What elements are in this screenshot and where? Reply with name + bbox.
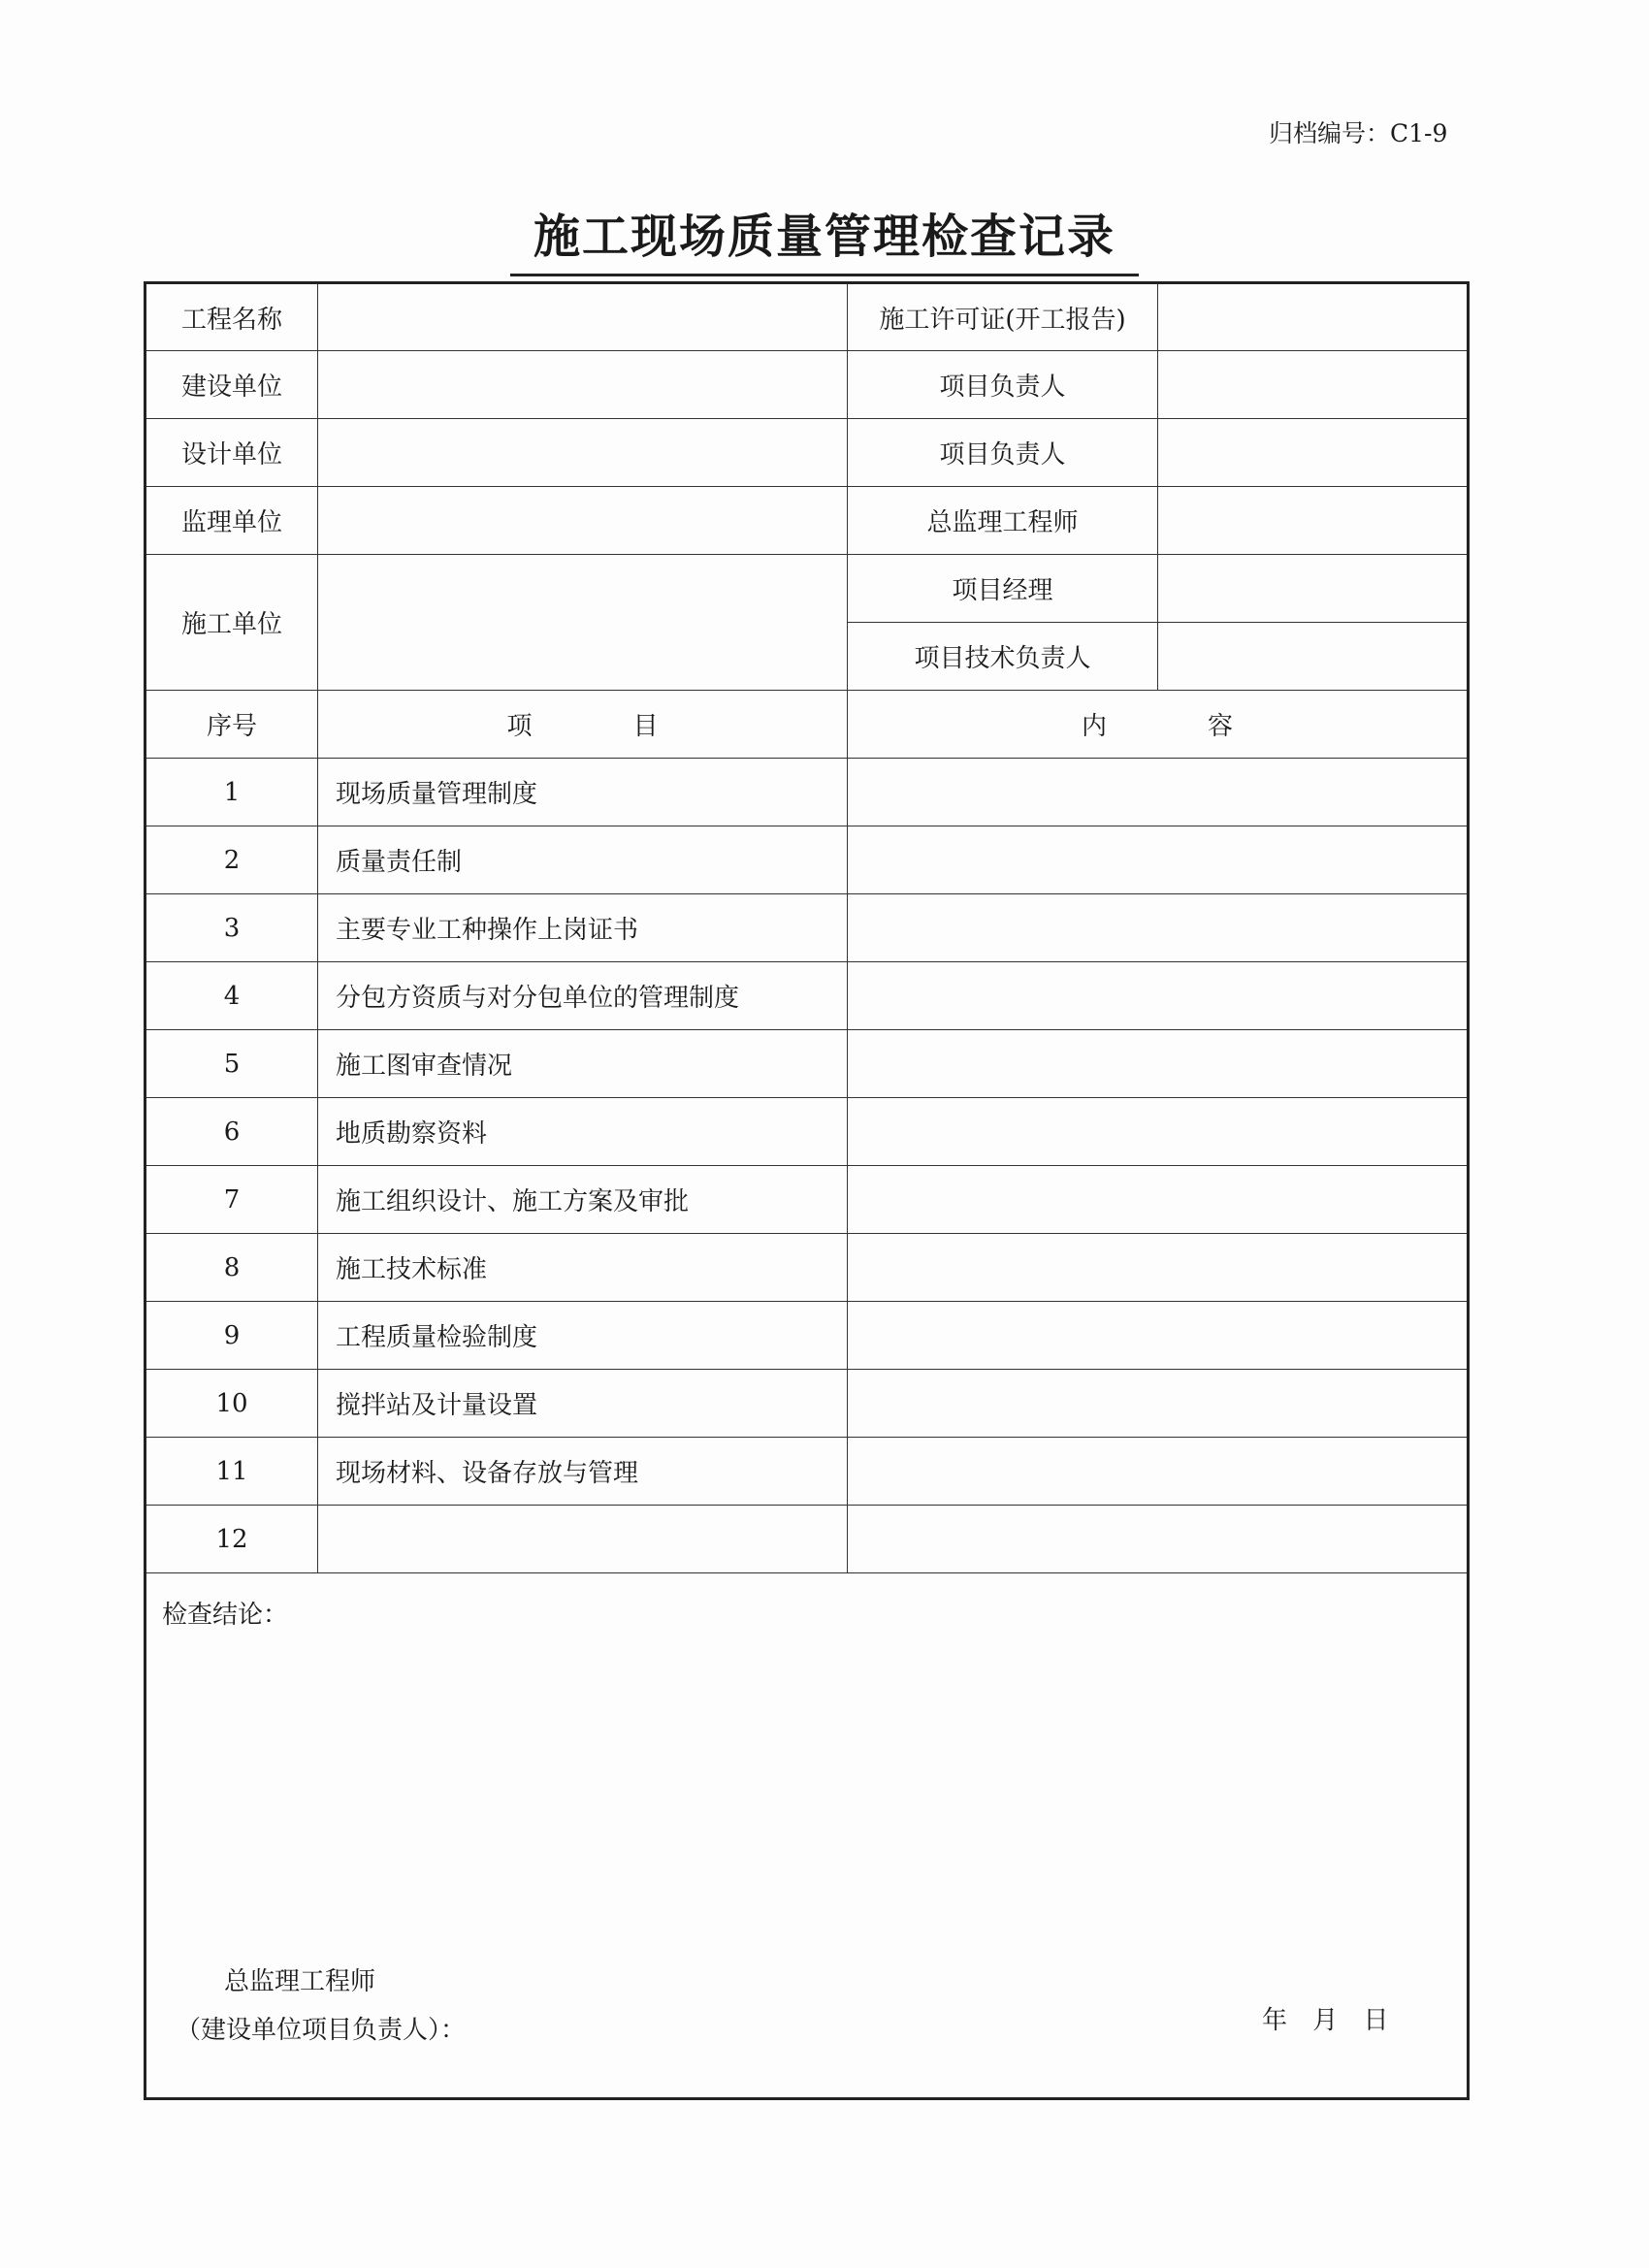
inspection-form (144, 281, 1470, 2100)
conclusion-label: 检查结论： (162, 1601, 289, 1630)
item-content-field[interactable] (848, 1438, 1469, 1506)
supervisor-label: 监理单位 (146, 487, 318, 555)
design-head-field[interactable] (1158, 419, 1469, 487)
contractor-field[interactable] (318, 555, 848, 691)
items-header-row (146, 691, 1469, 759)
permit-label: 施工许可证(开工报告) (848, 283, 1158, 351)
title-wrap (0, 199, 1649, 276)
archive-number: 归档编号：C1-9 (1269, 119, 1448, 147)
project-name-label: 工程名称 (146, 283, 318, 351)
item-no: 9 (146, 1302, 318, 1370)
permit-field[interactable] (1158, 283, 1469, 351)
pm-label: 项目经理 (848, 555, 1158, 623)
page-title: 施工现场质量管理检查记录 (510, 199, 1139, 276)
item-content-field[interactable] (848, 962, 1469, 1030)
item-name: 现场质量管理制度 (318, 759, 848, 826)
owner-field[interactable] (318, 351, 848, 419)
owner-head-field[interactable] (1158, 351, 1469, 419)
date-label: 年 月 日 (1262, 2006, 1389, 2035)
item-no: 2 (146, 826, 318, 894)
item-content-field[interactable] (848, 1166, 1469, 1234)
owner-head-label: 项目负责人 (848, 351, 1158, 419)
item-name: 工程质量检验制度 (318, 1302, 848, 1370)
item-name: 分包方资质与对分包单位的管理制度 (318, 962, 848, 1030)
item-content-field[interactable] (848, 826, 1469, 894)
item-no: 7 (146, 1166, 318, 1234)
item-no: 8 (146, 1234, 318, 1302)
table-row (146, 1234, 1469, 1302)
item-name: 质量责任制 (318, 826, 848, 894)
table-row (146, 894, 1469, 962)
item-content-field[interactable] (848, 1234, 1469, 1302)
item-name (318, 1506, 848, 1573)
item-no: 3 (146, 894, 318, 962)
table-row (146, 962, 1469, 1030)
item-no: 12 (146, 1506, 318, 1573)
table-row (146, 1438, 1469, 1506)
table-row (146, 826, 1469, 894)
row-owner (146, 351, 1469, 419)
conclusion-cell[interactable] (146, 1573, 1469, 2099)
item-no: 10 (146, 1370, 318, 1438)
col-header-item: 项 目 (318, 691, 848, 759)
table-row (146, 1370, 1469, 1438)
item-no: 1 (146, 759, 318, 826)
tech-head-field[interactable] (1158, 623, 1469, 691)
design-field[interactable] (318, 419, 848, 487)
owner-head-signature-label: （建设单位项目负责人）： (176, 2016, 467, 2045)
item-name: 施工技术标准 (318, 1234, 848, 1302)
row-design (146, 419, 1469, 487)
item-name: 施工图审查情况 (318, 1030, 848, 1098)
item-content-field[interactable] (848, 1506, 1469, 1573)
tech-head-label: 项目技术负责人 (848, 623, 1158, 691)
item-name: 现场材料、设备存放与管理 (318, 1438, 848, 1506)
owner-label: 建设单位 (146, 351, 318, 419)
table-row (146, 1030, 1469, 1098)
chief-engineer-signature-label: 总监理工程师 (224, 1967, 376, 1996)
table-row (146, 759, 1469, 826)
project-name-field[interactable] (318, 283, 848, 351)
item-name: 搅拌站及计量设置 (318, 1370, 848, 1438)
item-content-field[interactable] (848, 1302, 1469, 1370)
items-body (146, 759, 1469, 1573)
row-contractor-1 (146, 555, 1469, 623)
item-content-field[interactable] (848, 1030, 1469, 1098)
table-row (146, 1506, 1469, 1573)
item-no: 11 (146, 1438, 318, 1506)
item-no: 4 (146, 962, 318, 1030)
col-header-no: 序号 (146, 691, 318, 759)
col-header-content: 内 容 (848, 691, 1469, 759)
contractor-label: 施工单位 (146, 555, 318, 691)
item-name: 主要专业工种操作上岗证书 (318, 894, 848, 962)
item-content-field[interactable] (848, 1098, 1469, 1166)
design-head-label: 项目负责人 (848, 419, 1158, 487)
table-row (146, 1098, 1469, 1166)
item-name: 地质勘察资料 (318, 1098, 848, 1166)
item-content-field[interactable] (848, 759, 1469, 826)
row-supervisor (146, 487, 1469, 555)
table-row (146, 1166, 1469, 1234)
chief-engineer-field[interactable] (1158, 487, 1469, 555)
item-name: 施工组织设计、施工方案及审批 (318, 1166, 848, 1234)
item-content-field[interactable] (848, 1370, 1469, 1438)
item-no: 6 (146, 1098, 318, 1166)
conclusion-row (146, 1573, 1469, 2099)
item-content-field[interactable] (848, 894, 1469, 962)
item-no: 5 (146, 1030, 318, 1098)
supervisor-field[interactable] (318, 487, 848, 555)
row-project-name (146, 283, 1469, 351)
design-label: 设计单位 (146, 419, 318, 487)
chief-engineer-label: 总监理工程师 (848, 487, 1158, 555)
pm-field[interactable] (1158, 555, 1469, 623)
table-row (146, 1302, 1469, 1370)
